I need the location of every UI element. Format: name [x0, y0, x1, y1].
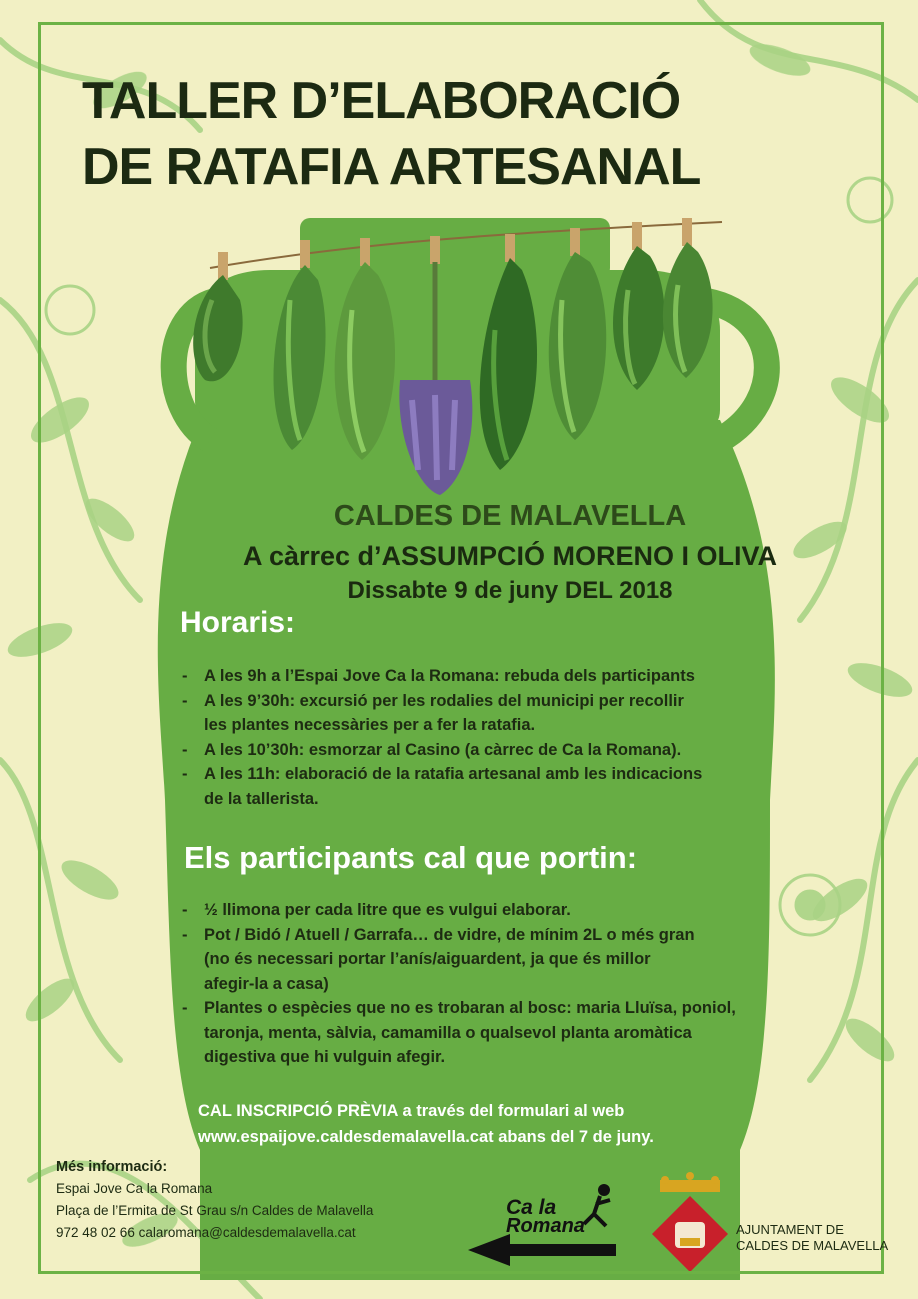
schedule-item: - A les 9’30h: excursió per les rodalies del municipi per recollir — [182, 689, 762, 714]
more-info-block — [56, 1156, 416, 1244]
schedule-list — [182, 664, 762, 811]
calaromana-logo-line-2: Romana — [506, 1215, 585, 1237]
calaromana-logo — [506, 1198, 616, 1236]
schedule-item: - A les 10’30h: esmorzar al Casino (a càrrec de Ca la Romana). — [182, 738, 762, 763]
more-info-contact: 972 48 02 66 calaromana@caldesdemalavella.cat — [56, 1225, 356, 1240]
registration-line-1: CAL INSCRIPCIÓ PRÈVIA a través del formulari al web — [198, 1102, 625, 1120]
bring-list — [182, 898, 782, 1070]
bring-heading: Els participants cal que portin: — [184, 840, 638, 875]
event-byline: A càrrec d’ASSUMPCIÓ MORENO I OLIVA — [242, 541, 778, 571]
registration-notice — [198, 1098, 798, 1150]
bring-item-continuation: digestiva que hi vulguin afegir. — [204, 1048, 446, 1066]
bring-item: - Pot / Bidó / Atuell / Garrafa… de vidre, de mínim 2L o més gran — [182, 923, 782, 948]
event-town: CALDES DE MALAVELLA — [333, 500, 687, 532]
poster-frame — [38, 22, 884, 1274]
poster-title — [82, 68, 862, 200]
ajuntament-line-2: CALDES DE MALAVELLA — [736, 1238, 889, 1253]
schedule-item: - A les 11h: elaboració de la ratafia artesanal amb les indicacions — [182, 762, 762, 787]
bring-item: - ½ llimona per cada litre que es vulgui elaborar. — [182, 898, 782, 923]
schedule-item-continuation: les plantes necessàries per a fer la ratafia. — [204, 716, 536, 734]
title-line-2: DE RATAFIA ARTESANAL — [82, 138, 701, 196]
calaromana-logo-line-1: Ca la — [506, 1196, 557, 1219]
event-date: Dissabte 9 de juny DEL 2018 — [347, 577, 673, 604]
more-info-address: Plaça de l’Ermita de St Grau s/n Caldes de Malavella — [56, 1203, 374, 1218]
schedule-heading: Horaris: — [180, 606, 296, 639]
schedule-item: - A les 9h a l’Espai Jove Ca la Romana: rebuda dels participants — [182, 664, 762, 689]
more-info-heading: Més informació: — [56, 1159, 168, 1175]
bring-item-continuation: (no és necessari portar l’anís/aiguardent, ja que és millor — [204, 950, 651, 968]
registration-url[interactable]: www.espaijove.caldesdemalavella.cat abans del 7 de juny. — [198, 1128, 654, 1146]
ajuntament-line-1: AJUNTAMENT DE — [736, 1222, 844, 1237]
ajuntament-logo-text — [736, 1222, 896, 1254]
bring-item: - Plantes o espècies que no es trobaran al bosc: maria Lluïsa, poniol, — [182, 996, 782, 1021]
schedule-item-continuation: de la tallerista. — [204, 789, 319, 808]
bring-item-continuation: taronja, menta, sàlvia, camamilla o qualsevol planta aromàtica — [204, 1023, 692, 1042]
more-info-org: Espai Jove Ca la Romana — [56, 1181, 213, 1196]
bring-item-continuation: afegir-la a casa) — [204, 974, 329, 993]
title-line-1: TALLER D’ELABORACIÓ — [82, 72, 681, 130]
